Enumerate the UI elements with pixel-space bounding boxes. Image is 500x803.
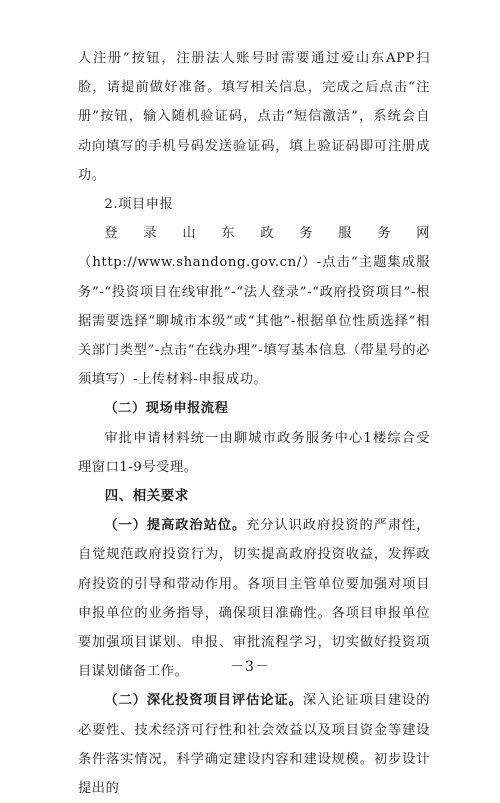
section-heading-requirements: 四、相关要求	[104, 489, 189, 505]
paragraph-online-application-steps: 登录山东政务服务网（http://www.shandong.gov.cn/）-点击“主题集成服务”-“投资项目在线审批”-“法人登录”-“政府投资项目”-根据需要选择“聊城市本级”或“其他”-根据单位性质选择“相关部门类型”-点击“在线办理”-填写基本信息（带星号的必须填写）-上传材料-申报成功。	[78, 226, 430, 388]
paragraph-project-evaluation-lead: （二）深化投资项目评估论证。	[104, 693, 303, 709]
paragraph-project-evaluation-text: 深入论证项目建设的必要性、技术经济可行性和社会效益以及项目资金等建设条件落实情况，科学确定建设内容和建设规模。初步设计提出的	[78, 693, 430, 797]
paragraph-political-standing-text: 充分认识政府投资的严肃性，自觉规范政府投资行为，切实提高政府投资收益，发挥政府投资的引导和带动作用。各项目主管单位要加强对项目申报单位的业务指导，确保项目准确性。各项目申报单位要加强项目谋划、申报、审批流程学习，切实做好投资项目谋划储备工作。	[78, 518, 430, 680]
paragraph-political-standing-lead: （一）提高政治站位。	[104, 518, 247, 534]
paragraph-onsite-window: 审批申请材料统一由聊城市政务服务中心1楼综合受理窗口1-9号受理。	[78, 430, 430, 475]
paragraph-registration-instructions: 人注册”按钮，注册法人账号时需要通过爱山东APP扫脸，请提前做好准备。填写相关信息，完成之后点击“注册”按钮，输入随机验证码，点击“短信激活”，系统会自动向填写的手机号码发送验证码，填上验证码即可注册成功。	[78, 51, 430, 183]
subheading-onsite-lead: （二）现场申报流程	[104, 401, 229, 417]
paragraph-project-evaluation	[78, 686, 430, 803]
subheading-onsite-application-process	[78, 394, 430, 423]
subheading-project-application: 2.项目申报	[104, 197, 174, 213]
page-number: －3－	[230, 659, 270, 675]
